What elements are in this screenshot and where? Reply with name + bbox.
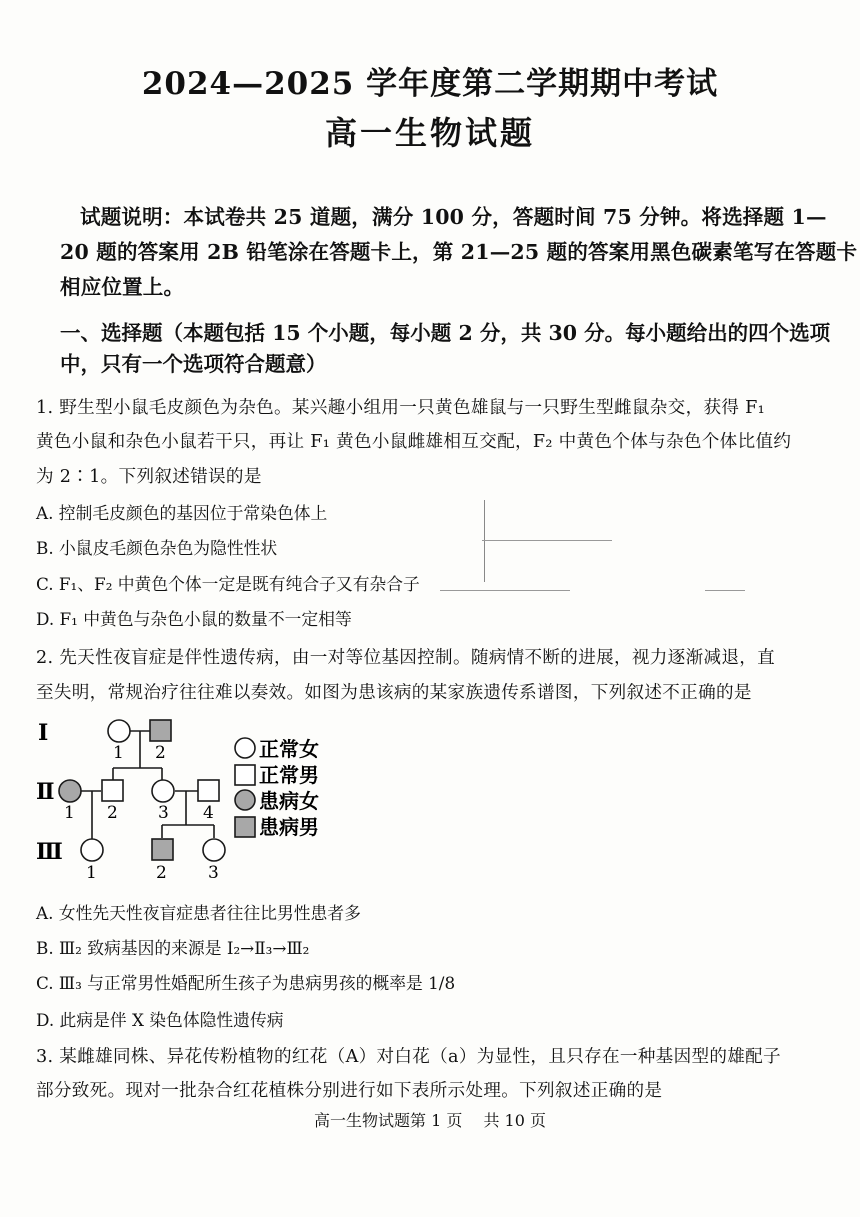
legend-normal-female-icon	[235, 738, 255, 758]
q2-stem-line-1: 2. 先天性夜盲症是伴性遗传病，由一对等位基因控制。随病情不断的进展，视力逐渐减退，直	[36, 648, 776, 668]
exam-title: 2024—2025 学年度第二学期期中考试	[141, 66, 719, 102]
pedigree-number: 3	[208, 863, 219, 883]
instructions-line-1: 试题说明：本试卷共 25 道题，满分 100 分，答题时间 75 分钟。将选择题 1—	[80, 205, 827, 229]
pedigree-II1-affected-female	[59, 780, 81, 802]
generation-label-I: Ⅰ	[38, 720, 49, 746]
pedigree-number: 1	[86, 863, 97, 883]
pedigree-number: 4	[203, 803, 214, 823]
pedigree-III2-affected-male	[152, 839, 173, 860]
q1-option-c: C. F₁、F₂ 中黄色个体一定是既有纯合子又有杂合子	[36, 574, 420, 594]
legend-affected-male-label: 患病男	[259, 815, 319, 839]
legend-affected-female-label: 患病女	[259, 789, 319, 813]
q2-option-b: B. Ⅲ₂ 致病基因的来源是 Ⅰ₂→Ⅱ₃→Ⅲ₂	[36, 938, 310, 958]
pencil-mark	[484, 500, 485, 582]
q2-option-c: C. Ⅲ₃ 与正常男性婚配所生孩子为患病男孩的概率是 1/8	[36, 973, 456, 993]
q3-stem-line-2: 部分致死。现对一批杂合红花植株分别进行如下表所示处理。下列叙述正确的是	[36, 1081, 663, 1101]
q2-stem-line-2: 至失明，常规治疗往往难以奏效。如图为患该病的某家族遗传系谱图，下列叙述不正确的是	[36, 683, 752, 703]
section-heading-line-1: 一、选择题（本题包括 15 个小题，每小题 2 分，共 30 分。每小题给出的四个选项	[60, 321, 831, 345]
q2-option-d: D. 此病是伴 X 染色体隐性遗传病	[36, 1010, 284, 1030]
q3-stem-line-1: 3. 某雌雄同株、异花传粉植物的红花（A）对白花（a）为显性，且只存在一种基因型的雄配子	[36, 1047, 781, 1067]
generation-label-II: Ⅱ	[36, 779, 55, 805]
pencil-mark	[440, 590, 570, 591]
q1-stem-line-1: 1. 野生型小鼠毛皮颜色为杂色。某兴趣小组用一只黄色雄鼠与一只野生型雌鼠杂交，获得 F₁	[36, 398, 765, 418]
q1-option-d: D. F₁ 中黄色与杂色小鼠的数量不一定相等	[36, 609, 352, 629]
pencil-mark	[482, 540, 612, 541]
pedigree-chart	[0, 700, 420, 890]
instructions-line-2: 20 题的答案用 2B 铅笔涂在答题卡上，第 21—25 题的答案用黑色碳素笔写在答题卡	[60, 240, 858, 264]
generation-label-III: Ⅲ	[36, 839, 63, 865]
pedigree-number: 2	[107, 803, 118, 823]
pedigree-III1-normal-female	[81, 839, 103, 861]
q1-option-b: B. 小鼠皮毛颜色杂色为隐性性状	[36, 538, 278, 558]
pedigree-number: 1	[113, 743, 124, 763]
legend-normal-male-label: 正常男	[259, 763, 319, 787]
page-footer: 高一生物试题第 1 页 共 10 页	[314, 1111, 546, 1130]
q1-stem-line-2: 黄色小鼠和杂色小鼠若干只，再让 F₁ 黄色小鼠雌雄相互交配，F₂ 中黄色个体与杂色个体比值约	[36, 432, 792, 452]
pedigree-II3-normal-female	[152, 780, 174, 802]
q1-stem-line-3: 为 2∶1。下列叙述错误的是	[36, 467, 262, 487]
pedigree-I2-affected-male	[150, 720, 171, 741]
pedigree-III3-normal-female	[203, 839, 225, 861]
legend-normal-male-icon	[235, 765, 255, 785]
q1-option-a: A. 控制毛皮颜色的基因位于常染色体上	[36, 503, 328, 523]
section-heading-line-2: 中，只有一个选项符合题意）	[60, 352, 327, 376]
pedigree-I1-normal-female	[108, 720, 130, 742]
exam-subject-title: 高一生物试题	[324, 114, 535, 152]
legend-normal-female-label: 正常女	[259, 737, 319, 761]
legend-affected-male-icon	[235, 817, 255, 837]
pedigree-number: 2	[155, 743, 166, 763]
q2-option-a: A. 女性先天性夜盲症患者往往比男性患者多	[36, 903, 361, 923]
legend-affected-female-icon	[235, 790, 255, 810]
pencil-mark	[705, 590, 745, 591]
pedigree-number: 1	[64, 803, 75, 823]
pedigree-number: 2	[156, 863, 167, 883]
instructions-line-3: 相应位置上。	[60, 275, 185, 299]
pedigree-II2-normal-male	[102, 780, 123, 801]
pedigree-II4-normal-male	[198, 780, 219, 801]
pedigree-number: 3	[158, 803, 169, 823]
